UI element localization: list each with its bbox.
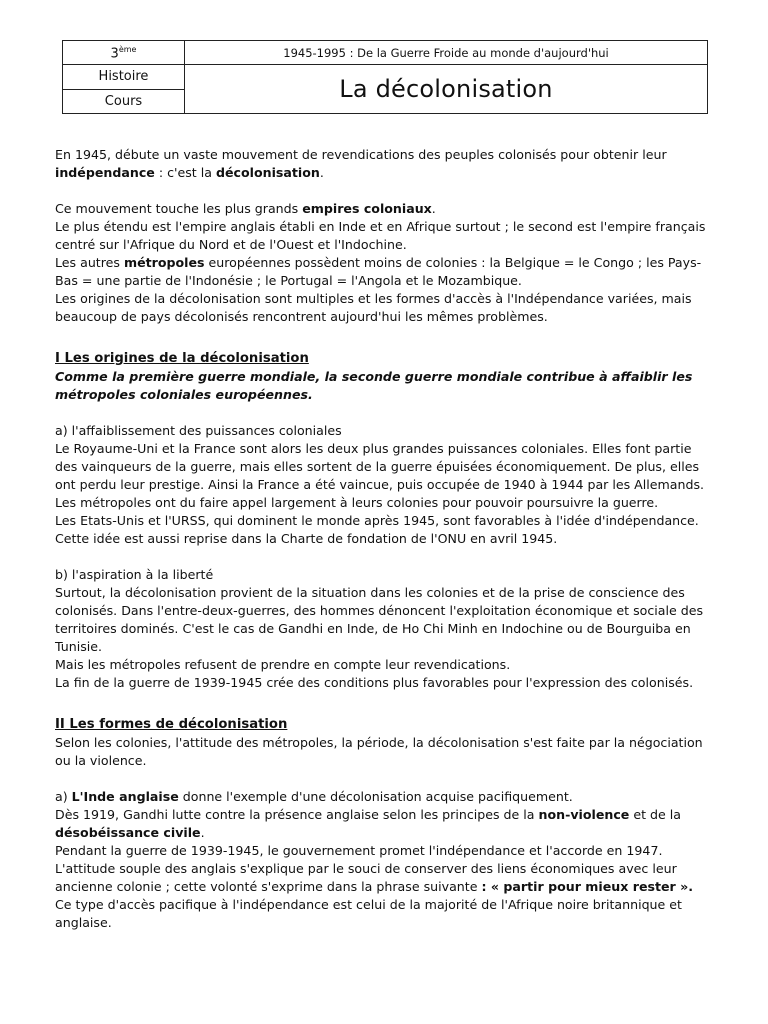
section-2a-paragraph-5: Ce type d'accès pacifique à l'indépendance est celui de la majorité de l'Afrique noire britannique et anglaise. (55, 897, 682, 930)
intro-paragraph-4: Les autres métropoles européennes possèdent moins de colonies : la Belgique = le Congo ; les Pays-Bas = une partie de l'Indonésie ; le Portugal = l'Angola et le Mozambique. (55, 255, 702, 288)
section-2a-paragraph-2: Dès 1919, Gandhi lutte contre la présence anglaise selon les principes de la non-violence et de la désobéissance civile. (55, 807, 682, 840)
intro-paragraph-1: En 1945, débute un vaste mouvement de revendications des peuples colonisés pour obtenir leur indépendance : c'est la décolonisation. (55, 147, 667, 180)
section-2-heading: II Les formes de décolonisation (55, 717, 288, 732)
section-1a-title: a) l'affaiblissement des puissances coloniales (55, 423, 342, 438)
section-1a-paragraph-1: Le Royaume-Uni et la France sont alors les deux plus grandes puissances coloniales. Elles font partie des vainqueurs de la guerre, mais elles sortent de la guerre épuisées économiquement. De plus, elles ont perdu leur prestige. Ainsi la France a été vaincue, puis occupée de 1940 à 1944 par les Allemands. Les métropoles ont du faire appel largement à leurs colonies pour pouvoir poursuivre la guerre. (55, 441, 705, 510)
section-2a-paragraph-4: L'attitude souple des anglais s'explique par le souci de conserver des liens économiques avec leur ancienne colonie ; cette volonté s'exprime dans la phrase suivante : « partir pour mieux rester ». (55, 861, 694, 894)
section-1b-paragraph-2: Mais les métropoles refusent de prendre en compte leur revendications. (55, 657, 511, 672)
intro-paragraph-5: Les origines de la décolonisation sont multiples et les formes d'accès à l'Indépendance variées, mais beaucoup de pays décolonisés rencontrent aujourd'hui les mêmes problèmes. (55, 291, 692, 324)
section-2-intro: Selon les colonies, l'attitude des métropoles, la période, la décolonisation s'est faite par la négociation ou la violence. (55, 735, 703, 768)
section-2a-paragraph-1: a) L'Inde anglaise donne l'exemple d'une décolonisation acquise pacifiquement. (55, 789, 573, 804)
subject-cell: Histoire (63, 65, 185, 89)
section-1-heading: I Les origines de la décolonisation (55, 351, 309, 366)
intro-paragraph-3: Le plus étendu est l'empire anglais établi en Inde et en Afrique surtout ; le second est l'empire français centré sur l'Afrique du Nord et de l'Ouest et l'Indochine. (55, 219, 706, 252)
header-table (62, 40, 708, 114)
document-body (55, 146, 715, 932)
section-1b-paragraph-1: Surtout, la décolonisation provient de la situation dans les colonies et de la prise de conscience des colonisés. Dans l'entre-deux-guerres, des hommes dénoncent l'exploitation économique et sociale des territoires dominés. C'est le cas de Gandhi en Inde, de Ho Chi Minh en Indochine ou de Bourguiba en Tunisie. (55, 585, 704, 654)
period-cell: 1945-1995 : De la Guerre Froide au monde d'aujourd'hui (185, 41, 708, 65)
section-1b-title: b) l'aspiration à la liberté (55, 567, 214, 582)
page-title: La décolonisation (185, 65, 708, 114)
section-1-lead: Comme la première guerre mondiale, la seconde guerre mondiale contribue à affaiblir les métropoles coloniales européennes. (55, 369, 693, 402)
intro-paragraph-2: Ce mouvement touche les plus grands empires coloniaux. (55, 201, 436, 216)
type-cell: Cours (63, 89, 185, 113)
section-2a-paragraph-3: Pendant la guerre de 1939-1945, le gouvernement promet l'indépendance et l'accorde en 1947. (55, 843, 663, 858)
section-1a-paragraph-2: Les Etats-Unis et l'URSS, qui dominent le monde après 1945, sont favorables à l'idée d'indépendance. Cette idée est aussi reprise dans la Charte de fondation de l'ONU en avril 1945. (55, 513, 699, 546)
section-1b-paragraph-3: La fin de la guerre de 1939-1945 crée des conditions plus favorables pour l'expression des colonisés. (55, 675, 694, 690)
level-cell: 3ème (63, 41, 185, 65)
